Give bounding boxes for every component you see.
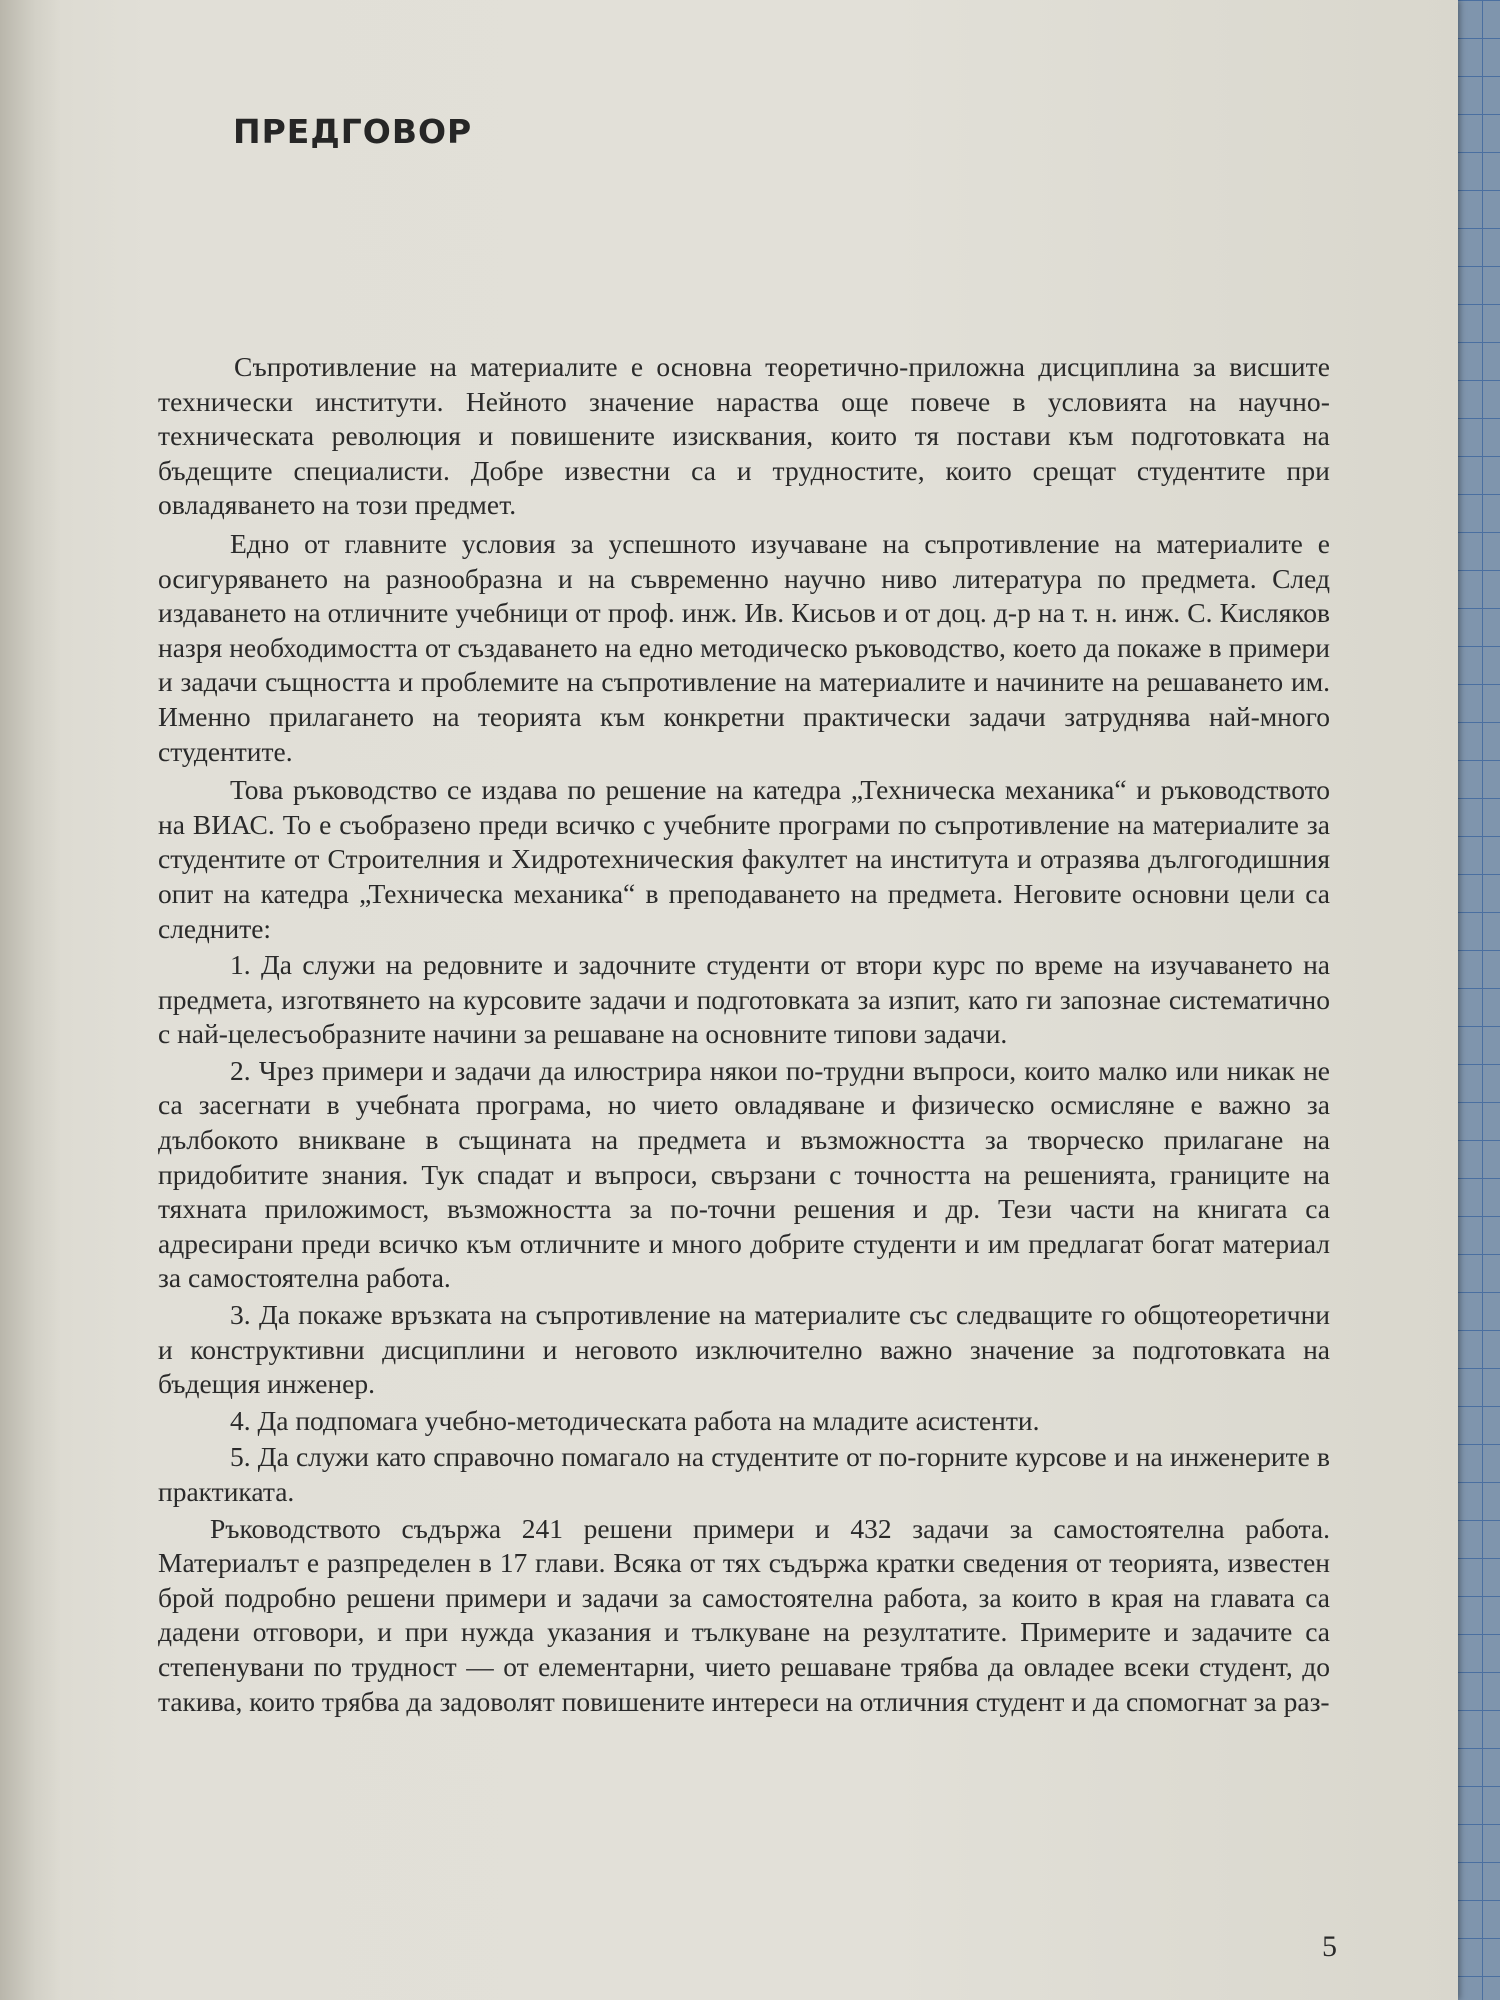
goal-item-5: 5. Да служи като справочно помагало на студентите от по-горните курсове и на инженерите в практиката.: [158, 1441, 1330, 1507]
paragraph-contents: Ръководството съдържа 241 решени примери и 432 задачи за самостоятелна работа. Материалът е разпределен в 17 глави. Всяка от тях съдържа кратки сведения от теорията, известен брой подробно решени примери и задачи за самостоятелна работа, за които в края на главата са дадени отговори, и при нужда указания и тълкуване на резултатите. Примерите и задачите са степенувани по трудност — от елементарни, чието решаване трябва да овладее всеки студент, до такива, които трябва да задоволят повишените интереси на отличния студент и да спомогнат за раз-: [158, 1512, 1330, 1717]
paragraph-literature: Едно от главните условия за успешното изучаване на съпротивление на материалите е осигуряването на разнообразна и на съвременно научно ниво литература по предмета. След издаването на отличните учебници от проф. инж. Ив. Кисьов и от доц. д-р на т. н. инж. С. Кисляков назря необходимостта от създаването на едно методическо ръководство, което да покаже в примери и задачи същността и проблемите на съпротивление на материалите и начините на решаването им. Именно прилагането на теорията към конкретни практически задачи затруднява най-много студентите.: [158, 527, 1330, 767]
preface-body: [158, 350, 1330, 1719]
paragraph-goals: Това ръководство се издава по решение на катедра „Техническа механика“ и ръководството на ВИАС. То е съобразено преди всичко с учебните програми по съпротивление на материалите за студентите от Строителния и Хидротехническия факултет на института и отразява дългогодишния опит на катедра „Техническа механика“ в преподаването на предмета. Неговите основни цели са следните:: [158, 774, 1330, 944]
page-number: 5: [1322, 1930, 1337, 1963]
goal-item-4: 4. Да подпомага учебно-методическата работа на младите асистенти.: [230, 1404, 1040, 1436]
paragraph-intro: Съпротивление на материалите е основна теоретично-приложна дисциплина за висшите технически институти. Нейното значение нараства още повече в условията на научно-техническата революция и повишените изисквания, които тя постави към подготовката на бъдещите специалисти. Добре известни са и трудностите, които срещат студентите при овладяването на този предмет.: [158, 351, 1330, 521]
goal-item-1: 1. Да служи на редовните и задочните студенти от втори курс по време на изучаването на предмета, изготвянето на курсовите задачи и подготовката за изпит, като ги запознае систематично с най-целесъобразните начини за решаване на основните типови задачи.: [158, 949, 1330, 1050]
goal-item-2: 2. Чрез примери и задачи да илюстрира някои по-трудни въпроси, които малко или никак не са засегнати в учебната програма, но чието овладяване и физическо осмисляне е важно за дълбокото вникване в същината на предмета и възможността за творческо прилагане на придобитите знания. Тук спадат и въпроси, свързани с точността на решенията, границите на тяхната приложимост, възможността за по-точни решения и др. Тези части на книгата са адресирани преди всичко към отличните и много добрите студенти и им предлагат богат материал за самостоятелна работа.: [158, 1054, 1330, 1294]
goal-item-3: 3. Да покаже връзката на съпротивление на материалите със следващите го общотеоретични и конструктивни дисциплини и неговото изключително важно значение за подготовката на бъдещия инженер.: [158, 1299, 1330, 1400]
page-title: ПРЕДГОВОР: [233, 112, 473, 151]
